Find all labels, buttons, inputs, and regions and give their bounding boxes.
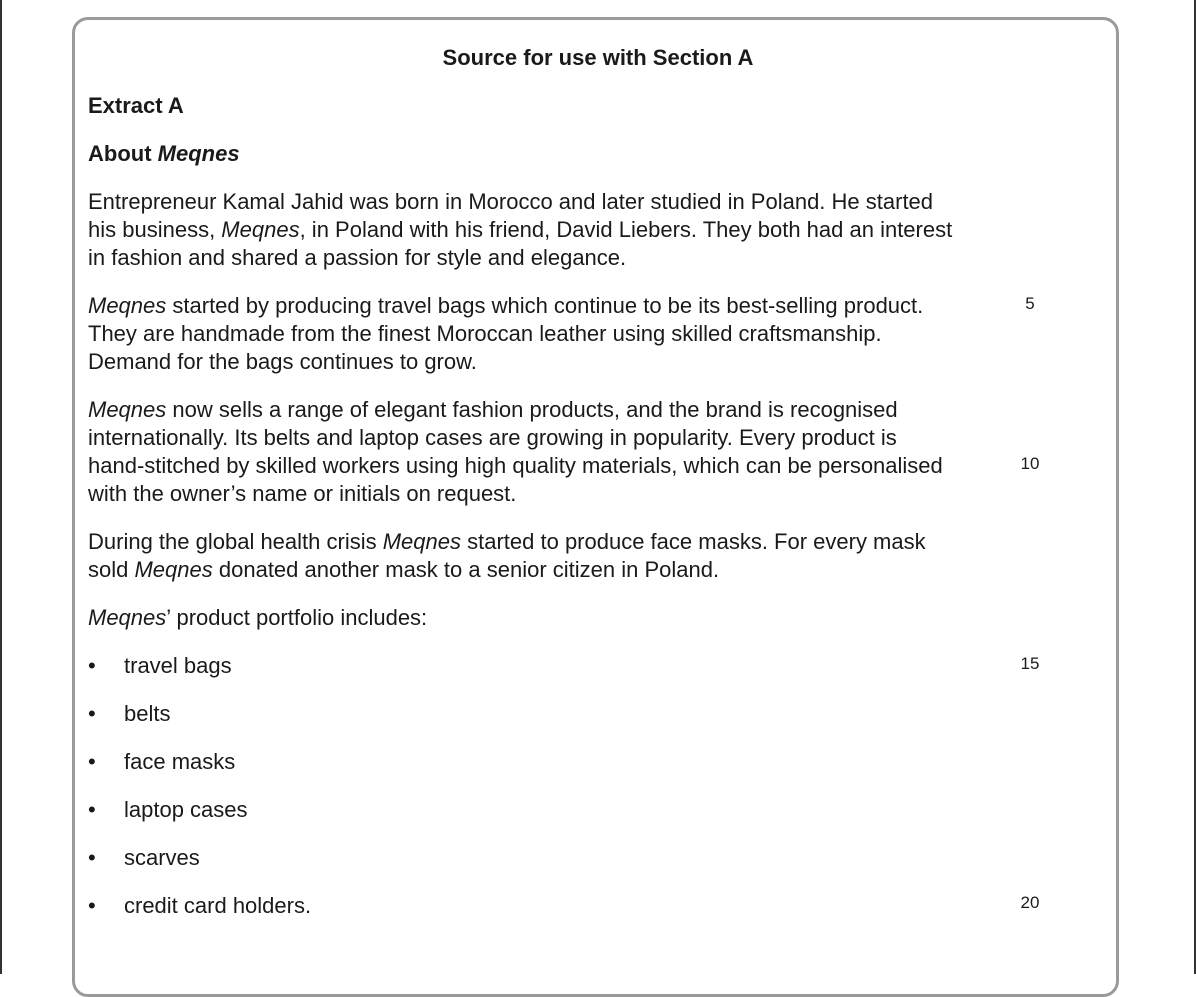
page-edge-left: [0, 0, 2, 974]
extract-label: Extract A: [88, 93, 184, 118]
product-name: scarves: [124, 845, 200, 870]
text-run: During the global health crisis: [88, 529, 383, 554]
company-name: Meqnes: [382, 529, 461, 554]
paragraph-3: [88, 396, 988, 508]
paragraph-1-line-1: Entrepreneur Kamal Jahid was born in Morocco and later studied in Poland. He started: [88, 189, 934, 214]
text-run: his business,: [88, 217, 222, 242]
paragraph-4: [88, 528, 988, 584]
about-company: Meqnes: [157, 141, 240, 166]
line-number: 15: [1020, 654, 1040, 673]
text-run: donated another mask to a senior citizen in Poland.: [212, 557, 720, 582]
text-run: ’ product portfolio includes:: [166, 605, 428, 630]
product-name: credit card holders.: [124, 893, 312, 918]
line-number: 10: [1020, 454, 1040, 473]
source-heading: Source for use with Section A: [442, 45, 754, 70]
company-name: Meqnes: [88, 293, 167, 318]
text-run: , in Poland with his friend, David Liebers. They both had an interest: [299, 217, 953, 242]
text-run: started to produce face masks. For every mask: [461, 529, 926, 554]
line-number: 20: [1020, 893, 1040, 912]
product-name: belts: [124, 701, 171, 726]
portfolio-intro-line: [88, 604, 988, 632]
paragraph-1-line-2: [88, 216, 988, 244]
company-name: Meqnes: [134, 557, 213, 582]
paragraph-4-line-2: [88, 556, 988, 584]
bullet-icon: •: [88, 653, 96, 678]
bullet-icon: •: [88, 701, 96, 726]
bullet-icon: •: [88, 845, 96, 870]
paragraph-1-line-3: in fashion and shared a passion for style and elegance.: [88, 245, 627, 270]
paragraph-2-line-1: [88, 292, 988, 320]
company-name: Meqnes: [88, 397, 167, 422]
portfolio-intro: [88, 604, 988, 632]
text-run: now sells a range of elegant fashion products, and the brand is recognised: [166, 397, 898, 422]
paragraph-3-line-1: [88, 396, 988, 424]
paragraph-2: [88, 292, 988, 376]
company-name: Meqnes: [221, 217, 300, 242]
company-name: Meqnes: [88, 605, 167, 630]
text-run: started by producing travel bags which continue to be its best-selling product.: [166, 293, 924, 318]
about-prefix: About: [88, 141, 158, 166]
product-name: face masks: [124, 749, 236, 774]
text-run: sold: [88, 557, 135, 582]
bullet-icon: •: [88, 749, 96, 774]
bullet-icon: •: [88, 797, 96, 822]
paragraph-2-line-2: They are handmade from the finest Moroccan leather using skilled craftsmanship.: [88, 321, 882, 346]
product-name: travel bags: [124, 653, 232, 678]
paragraph-3-line-3: hand-stitched by skilled workers using high quality materials, which can be personalised: [88, 453, 943, 478]
bullet-icon: •: [88, 893, 96, 918]
paragraph-3-line-4: with the owner’s name or initials on request.: [88, 481, 517, 506]
paragraph-1: [88, 188, 988, 272]
paragraph-2-line-3: Demand for the bags continues to grow.: [88, 349, 477, 374]
paragraph-3-line-2: internationally. Its belts and laptop cases are growing in popularity. Every product is: [88, 425, 897, 450]
product-name: laptop cases: [124, 797, 248, 822]
paragraph-4-line-1: [88, 528, 988, 556]
line-number: 5: [1025, 294, 1035, 313]
about-heading: [88, 140, 240, 168]
